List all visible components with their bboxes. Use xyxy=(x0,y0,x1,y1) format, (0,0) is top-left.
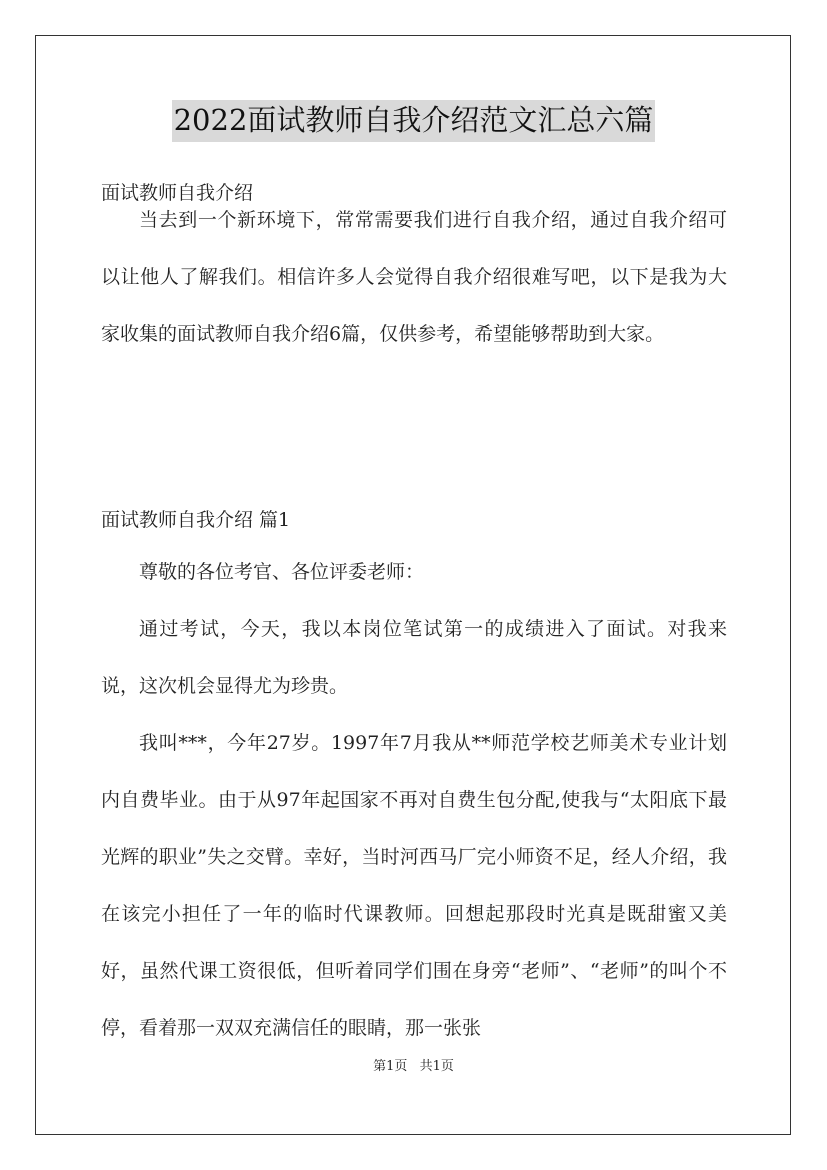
section1-paragraph-2: 通过考试，今天，我以本岗位笔试第一的成绩进入了面试。对我来说，这次机会显得尤为珍贵。 xyxy=(101,618,727,697)
section1-body xyxy=(101,544,727,1057)
section1-heading: 面试教师自我介绍 篇1 xyxy=(101,509,291,531)
section1-paragraph-1: 尊敬的各位考官、各位评委老师： xyxy=(139,561,425,583)
intro-body xyxy=(101,192,727,363)
page-footer xyxy=(0,1055,827,1074)
page-number: 第1页 xyxy=(373,1059,408,1074)
document-title: 2022面试教师自我介绍范文汇总六篇 xyxy=(172,100,656,142)
intro-paragraph: 当去到一个新环境下，常常需要我们进行自我介绍，通过自我介绍可以让他人了解我们。相信许多人会觉得自我介绍很难写吧，以下是我为大家收集的面试教师自我介绍6篇，仅供参考，希望能够帮助到大家。 xyxy=(101,209,727,345)
intro-heading: 面试教师自我介绍 xyxy=(101,182,254,204)
page-total: 共1页 xyxy=(419,1059,454,1074)
title-container xyxy=(0,100,827,142)
section1-paragraph-3: 我叫***，今年27岁。1997年7月我从**师范学校艺师美术专业计划内自费毕业。由于从97年起国家不再对自费生包分配,使我与“太阳底下最光辉的职业”失之交臂。幸好，当时河西马厂完小师资不足，经人介绍，我在该完小担任了一年的临时代课教师。回想起那段时光真是既甜蜜又美好，虽然代课工资很低，但听着同学们围在身旁“老师”、“老师”的叫个不停，看着那一双双充满信任的眼睛，那一张张 xyxy=(101,732,727,1039)
